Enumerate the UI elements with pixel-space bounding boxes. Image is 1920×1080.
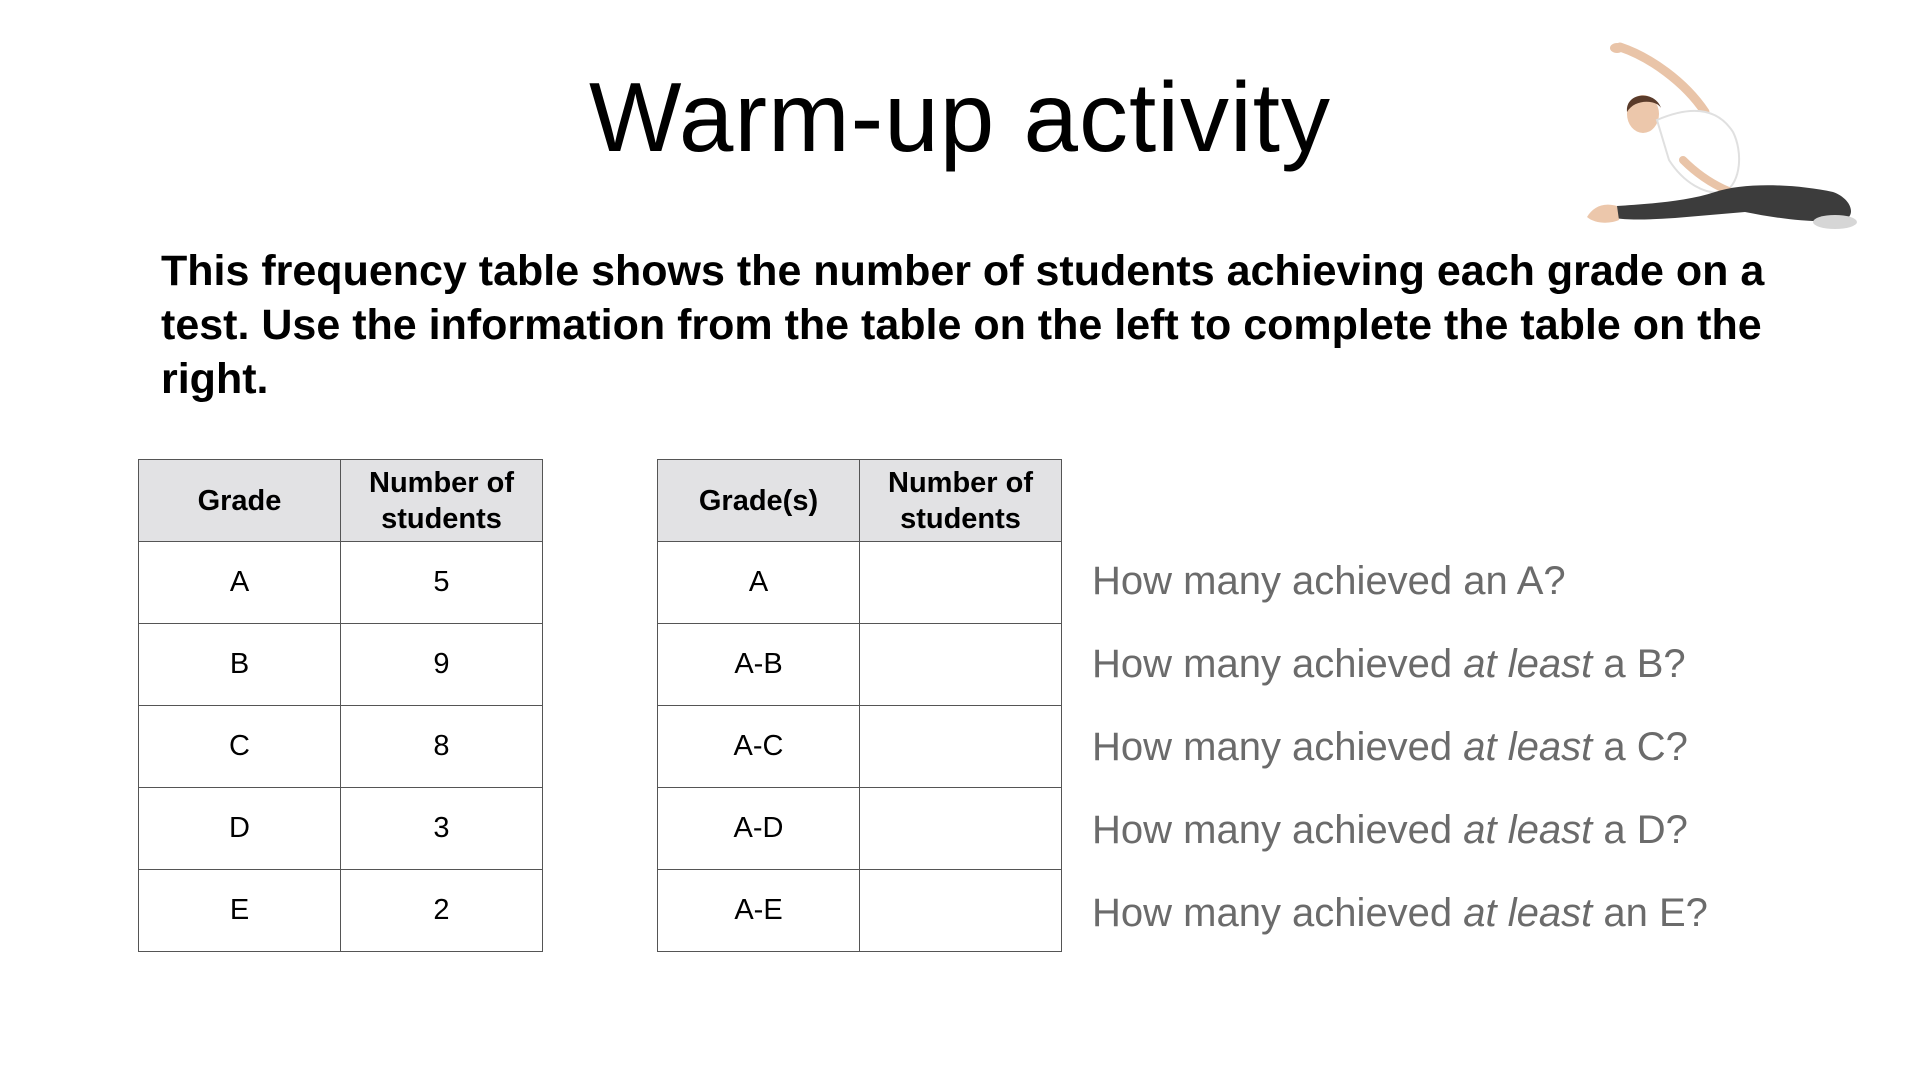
grade-range-cell: A-E — [658, 870, 860, 952]
grade-range-cell: A-D — [658, 788, 860, 870]
answer-cell[interactable] — [860, 706, 1062, 788]
grade-cell: D — [139, 788, 341, 870]
grade-range-cell: A-C — [658, 706, 860, 788]
question-item: How many achieved at least a D? — [1092, 808, 1688, 852]
count-cell: 2 — [341, 870, 543, 952]
table-row — [658, 788, 1062, 870]
table-row — [139, 542, 543, 624]
question-item: How many achieved at least an E? — [1092, 891, 1708, 935]
table-row — [658, 706, 1062, 788]
column-header-grades: Grade(s) — [658, 460, 860, 542]
answer-cell[interactable] — [860, 624, 1062, 706]
page-title: Warm-up activity — [588, 62, 1331, 172]
answer-cell[interactable] — [860, 870, 1062, 952]
instructions-text: This frequency table shows the number of students achieving each grade on a test. Use the information from the table on the left to complete the table on the right. — [161, 247, 1765, 403]
grade-cell: C — [139, 706, 341, 788]
grade-cell: B — [139, 624, 341, 706]
count-cell: 8 — [341, 706, 543, 788]
column-header-number-of-students: Number of students — [860, 460, 1062, 542]
grade-cell: A — [139, 542, 341, 624]
question-list — [1092, 540, 1708, 955]
question-item: How many achieved an A? — [1092, 559, 1566, 603]
cumulative-frequency-table — [657, 459, 1062, 952]
frequency-table — [138, 459, 543, 952]
grade-range-cell: A-B — [658, 624, 860, 706]
answer-cell[interactable] — [860, 542, 1062, 624]
stretching-person-icon — [1565, 42, 1865, 232]
column-header-grade: Grade — [139, 460, 341, 542]
grade-range-cell: A — [658, 542, 860, 624]
question-item: How many achieved at least a C? — [1092, 725, 1688, 769]
grade-cell: E — [139, 870, 341, 952]
table-row — [139, 624, 543, 706]
table-row — [139, 706, 543, 788]
table-row — [658, 542, 1062, 624]
answer-cell[interactable] — [860, 788, 1062, 870]
count-cell: 9 — [341, 624, 543, 706]
table-row — [658, 624, 1062, 706]
table-row — [139, 788, 543, 870]
question-item: How many achieved at least a B? — [1092, 642, 1686, 686]
table-row — [658, 870, 1062, 952]
count-cell: 3 — [341, 788, 543, 870]
table-row — [139, 870, 543, 952]
count-cell: 5 — [341, 542, 543, 624]
column-header-number-of-students: Number of students — [341, 460, 543, 542]
